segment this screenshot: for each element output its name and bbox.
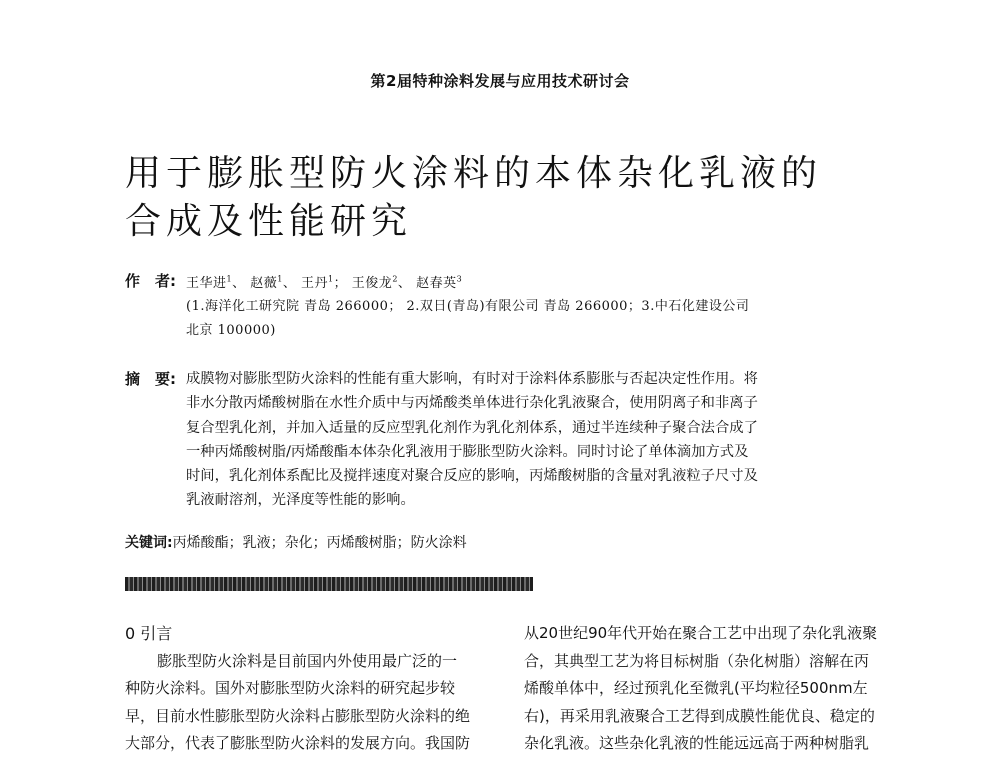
body-line: 膨胀型防火涂料是目前国内外使用最广泛的一: [157, 651, 458, 670]
body-line: 合，其典型工艺为将目标树脂（杂化树脂）溶解在丙: [524, 651, 870, 670]
abstract-line: 成膜物对膨胀型防火涂料的性能有重大影响，有时对于涂料体系膨胀与否起决定性作用。将: [186, 371, 758, 387]
body-line: 早，目前水性膨胀型防火涂料占膨胀型防火涂料的绝: [125, 706, 471, 725]
author-name: 赵薇: [250, 276, 278, 291]
keywords: [125, 532, 467, 552]
authors-label: 作 者:: [125, 272, 176, 290]
body-line: 杂化乳液。这些杂化乳液的性能远远高于两种树脂乳: [524, 734, 870, 752]
abstract-line: 非水分散丙烯酸树脂在水性介质中与丙烯酸类单体进行杂化乳液聚合，使用阴离子和非离子: [186, 395, 758, 412]
author-name: 王丹: [301, 276, 329, 291]
author-separator: ；: [333, 276, 348, 291]
title-line-2: 合成及性能研究: [125, 201, 413, 242]
author-list: [186, 272, 462, 291]
body-line: 大部分，代表了膨胀型防火涂料的发展方向。我国防: [125, 734, 471, 752]
body-line: 右)，再采用乳液聚合工艺得到成膜性能优良、稳定的: [524, 706, 875, 725]
author-affiliation-mark: 1: [328, 274, 334, 284]
abstract-line: 复合型乳化剂，并加入适量的反应型乳化剂作为乳化剂体系，通过半连续种子聚合法合成了: [186, 419, 758, 436]
affiliation-line: 北京 100000): [186, 323, 276, 338]
body-line: 种防火涂料。国外对膨胀型防火涂料的研究起步较: [125, 679, 456, 697]
author-separator: 、: [397, 276, 412, 291]
author-affiliation-mark: 1: [277, 274, 283, 284]
body-line: 从20世纪90年代开始在聚合工艺中出现了杂化乳液聚: [524, 624, 878, 642]
title-line-1: 用于膨胀型防火涂料的本体杂化乳液的: [125, 153, 823, 194]
divider-bar: [125, 577, 533, 591]
affiliation-line: (1.海洋化工研究院 青岛 266000； 2.双日(青岛)有限公司 青岛 266000；3.中石化建设公司: [186, 299, 750, 314]
abstract-line: 时间，乳化剂体系配比及搅拌速度对聚合反应的影响，丙烯酸树脂的含量对乳液粒子尺寸及: [186, 468, 758, 485]
section-heading: 0 引言: [125, 624, 173, 643]
author-name: 赵春英: [416, 276, 457, 291]
abstract-line: 乳液耐溶剂，光泽度等性能的影响。: [186, 492, 415, 509]
author-name: 王俊龙: [351, 276, 393, 291]
conference-header: 第2届特种涂料发展与应用技术研讨会: [370, 72, 630, 90]
author-affiliation-mark: 2: [392, 274, 398, 284]
body-column-right: [524, 620, 896, 758]
keywords-label: 关键词:: [125, 535, 173, 551]
abstract-line: 一种丙烯酸树脂/丙烯酸酯本体杂化乳液用于膨胀型防火涂料。同时讨论了单体滴加方式及: [186, 443, 749, 460]
abstract-text: [186, 367, 821, 513]
abstract-label: 摘 要:: [125, 370, 176, 388]
affiliations: [186, 295, 826, 343]
author-separator: 、: [232, 276, 246, 291]
paper-title: [125, 150, 885, 246]
author-affiliation-mark: 1: [226, 274, 233, 284]
author-separator: 、: [282, 276, 297, 291]
author-name: 王华进: [186, 276, 227, 291]
body-line: 烯酸单体中，经过预乳化至微乳(平均粒径500nm左: [524, 679, 868, 697]
keywords-text: 丙烯酸酯；乳液；杂化；丙烯酸树脂；防火涂料: [172, 535, 467, 551]
author-affiliation-mark: 3: [456, 274, 463, 284]
body-column-left: [125, 620, 497, 758]
